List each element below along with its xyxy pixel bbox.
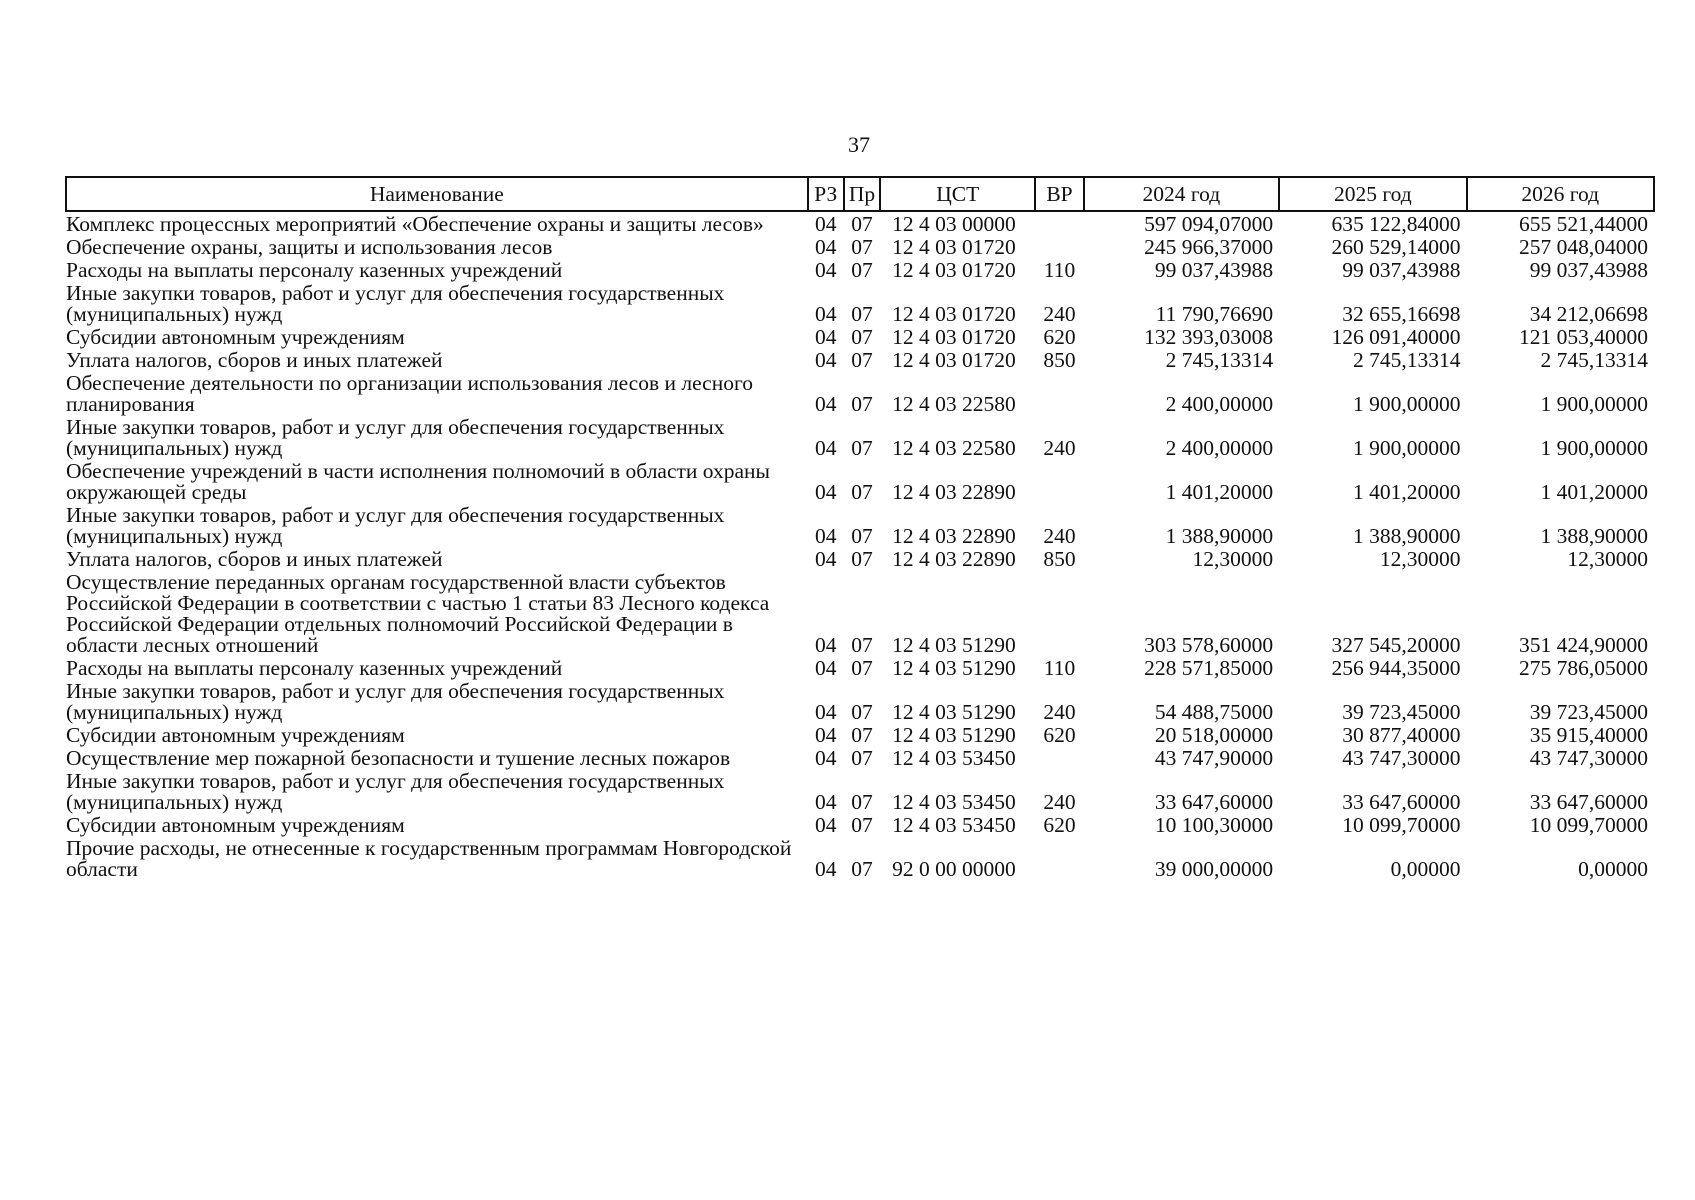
row-vr — [1035, 371, 1083, 415]
row-2026-value: 121 053,40000 — [1519, 325, 1648, 349]
row-name: Уплата налогов, сборов и иных платежей — [66, 547, 443, 571]
table-body — [66, 211, 1654, 880]
row-cst: 12 4 03 22890 — [892, 547, 1016, 571]
row-2026-value: 33 647,60000 — [1529, 790, 1648, 814]
row-2025-value: 33 647,60000 — [1342, 790, 1461, 814]
row-cst: 12 4 03 51290 — [892, 700, 1016, 724]
row-vr: 620 — [1043, 813, 1076, 837]
table-row — [66, 415, 1654, 459]
row-vr: 110 — [1043, 656, 1076, 680]
row-pr: 07 — [851, 723, 873, 747]
page-number: 37 — [848, 132, 870, 157]
header-rz: РЗ — [808, 177, 844, 211]
row-pr: 07 — [851, 325, 873, 349]
row-2025-value: 99 037,43988 — [1342, 258, 1461, 282]
row-2026-value: 257 048,04000 — [1519, 235, 1648, 259]
row-rz: 04 — [814, 258, 837, 282]
row-rz: 04 — [814, 700, 837, 724]
row-vr: 620 — [1043, 723, 1076, 747]
row-vr — [1035, 459, 1083, 503]
row-pr: 07 — [851, 302, 873, 326]
table-row — [66, 723, 1654, 746]
row-name: Обеспечение учреждений в части исполнения полномочий в области охраны окружающей среды — [66, 459, 770, 504]
row-2025-value: 0,00000 — [1390, 857, 1461, 881]
row-2026-value: 1 900,00000 — [1540, 436, 1648, 460]
row-pr: 07 — [851, 235, 873, 259]
table-row — [66, 235, 1654, 258]
table-row — [66, 547, 1654, 570]
row-vr — [1035, 235, 1083, 258]
row-pr: 07 — [851, 258, 873, 282]
row-rz: 04 — [814, 212, 837, 236]
row-rz: 04 — [814, 235, 837, 259]
row-name: Обеспечение охраны, защиты и использования лесов — [66, 235, 553, 259]
row-2024-value: 10 100,30000 — [1154, 813, 1274, 837]
row-vr: 110 — [1043, 258, 1076, 282]
header-name: Наименование — [66, 177, 808, 211]
row-name: Иные закупки товаров, работ и услуг для обеспечения государственных (муниципальных) нужд — [66, 503, 725, 548]
row-2025-value: 32 655,16698 — [1342, 302, 1461, 326]
row-2026-value: 99 037,43988 — [1529, 258, 1648, 282]
row-rz: 04 — [814, 746, 837, 770]
row-2024-value: 11 790,76690 — [1155, 302, 1274, 326]
row-pr: 07 — [851, 700, 873, 724]
row-2025-value: 12,30000 — [1379, 547, 1461, 571]
table-row — [66, 281, 1654, 325]
row-2025-value: 126 091,40000 — [1331, 325, 1461, 349]
row-2025-value: 256 944,35000 — [1331, 656, 1461, 680]
row-rz: 04 — [814, 348, 837, 372]
row-vr — [1035, 746, 1083, 769]
row-2025-value: 635 122,84000 — [1331, 212, 1461, 236]
budget-table — [65, 176, 1655, 880]
table-row — [66, 769, 1654, 813]
row-cst: 12 4 03 00000 — [892, 212, 1016, 236]
table-row — [66, 459, 1654, 503]
header-2025: 2025 год — [1279, 177, 1466, 211]
row-name: Осуществление мер пожарной безопасности и тушение лесных пожаров — [66, 746, 731, 770]
row-2025-value: 1 900,00000 — [1353, 436, 1461, 460]
row-cst: 12 4 03 01720 — [892, 302, 1016, 326]
row-2025-value: 43 747,30000 — [1342, 746, 1461, 770]
row-2026-value: 2 745,13314 — [1540, 348, 1648, 372]
row-cst: 12 4 03 22890 — [892, 524, 1016, 548]
row-name: Уплата налогов, сборов и иных платежей — [66, 348, 443, 372]
row-2026-value: 1 401,20000 — [1540, 480, 1648, 504]
row-2024-value: 245 966,37000 — [1144, 235, 1274, 259]
row-name: Иные закупки товаров, работ и услуг для обеспечения государственных (муниципальных) нужд — [66, 679, 725, 724]
row-2026-value: 10 099,70000 — [1529, 813, 1648, 837]
row-2025-value: 1 900,00000 — [1353, 392, 1461, 416]
row-pr: 07 — [851, 857, 873, 881]
row-rz: 04 — [814, 813, 837, 837]
row-2024-value: 54 488,75000 — [1154, 700, 1274, 724]
row-cst: 12 4 03 01720 — [892, 235, 1016, 259]
row-cst: 12 4 03 51290 — [892, 656, 1016, 680]
row-2024-value: 12,30000 — [1192, 547, 1274, 571]
row-pr: 07 — [851, 436, 873, 460]
row-cst: 12 4 03 51290 — [892, 633, 1016, 657]
table-row — [66, 656, 1654, 679]
header-vr: ВР — [1035, 177, 1083, 211]
row-2024-value: 132 393,03008 — [1144, 325, 1274, 349]
row-2024-value: 1 388,90000 — [1165, 524, 1274, 548]
row-2025-value: 1 388,90000 — [1353, 524, 1461, 548]
row-vr: 240 — [1043, 302, 1076, 326]
table-row — [66, 836, 1654, 880]
row-name: Субсидии автономным учреждениям — [66, 723, 405, 747]
row-pr: 07 — [851, 633, 873, 657]
row-2024-value: 303 578,60000 — [1144, 633, 1274, 657]
row-cst: 12 4 03 01720 — [892, 325, 1016, 349]
row-cst: 12 4 03 22580 — [892, 436, 1016, 460]
row-2025-value: 30 877,40000 — [1342, 723, 1461, 747]
row-pr: 07 — [851, 524, 873, 548]
row-cst: 12 4 03 53450 — [892, 790, 1016, 814]
row-2024-value: 99 037,43988 — [1154, 258, 1274, 282]
header-cst: ЦСТ — [880, 177, 1035, 211]
row-cst: 12 4 03 53450 — [892, 813, 1016, 837]
row-2026-value: 1 900,00000 — [1540, 392, 1648, 416]
row-2026-value: 34 212,06698 — [1529, 302, 1648, 326]
row-2024-value: 228 571,85000 — [1144, 656, 1274, 680]
row-2024-value: 2 400,00000 — [1165, 436, 1274, 460]
row-2026-value: 12,30000 — [1567, 547, 1648, 571]
row-name: Расходы на выплаты персоналу казенных учреждений — [66, 656, 563, 680]
table-row — [66, 813, 1654, 836]
row-vr: 240 — [1043, 700, 1076, 724]
row-rz: 04 — [814, 392, 837, 416]
row-name: Субсидии автономным учреждениям — [66, 325, 405, 349]
row-2026-value: 39 723,45000 — [1529, 700, 1648, 724]
header-pr: Пр — [844, 177, 880, 211]
header-2026: 2026 год — [1467, 177, 1654, 211]
row-vr: 850 — [1043, 547, 1076, 571]
row-vr: 240 — [1043, 436, 1076, 460]
row-2024-value: 39 000,00000 — [1154, 857, 1274, 881]
row-rz: 04 — [814, 633, 837, 657]
row-name: Осуществление переданных органам государственной власти субъектов Российской Федерации в соответствии с частью 1 статьи 83 Лесного кодекса Российской Федерации отдельных полномочий Российской Федерации в области лесных отношений — [66, 570, 770, 657]
row-rz: 04 — [814, 302, 837, 326]
row-2026-value: 351 424,90000 — [1519, 633, 1648, 657]
row-rz: 04 — [814, 723, 837, 747]
row-2024-value: 33 647,60000 — [1154, 790, 1274, 814]
row-pr: 07 — [851, 746, 873, 770]
row-2026-value: 1 388,90000 — [1540, 524, 1648, 548]
table-row — [66, 325, 1654, 348]
row-cst: 92 0 00 00000 — [892, 857, 1016, 881]
row-rz: 04 — [814, 524, 837, 548]
row-2025-value: 39 723,45000 — [1342, 700, 1461, 724]
row-rz: 04 — [814, 436, 837, 460]
table-row — [66, 211, 1654, 235]
table-row — [66, 570, 1654, 656]
row-2026-value: 655 521,44000 — [1519, 212, 1648, 236]
row-cst: 12 4 03 53450 — [892, 746, 1016, 770]
row-name: Иные закупки товаров, работ и услуг для обеспечения государственных (муниципальных) нужд — [66, 281, 725, 326]
table-row — [66, 348, 1654, 371]
row-rz: 04 — [814, 790, 837, 814]
row-pr: 07 — [851, 547, 873, 571]
row-pr: 07 — [851, 656, 873, 680]
row-name: Иные закупки товаров, работ и услуг для обеспечения государственных (муниципальных) нужд — [66, 769, 725, 814]
table-row — [66, 746, 1654, 769]
row-2025-value: 327 545,20000 — [1331, 633, 1461, 657]
row-cst: 12 4 03 01720 — [892, 258, 1016, 282]
row-cst: 12 4 03 01720 — [892, 348, 1016, 372]
row-rz: 04 — [814, 656, 837, 680]
row-2025-value: 1 401,20000 — [1353, 480, 1461, 504]
row-name: Иные закупки товаров, работ и услуг для обеспечения государственных (муниципальных) нужд — [66, 415, 725, 460]
row-pr: 07 — [851, 348, 873, 372]
row-cst: 12 4 03 22890 — [892, 480, 1016, 504]
row-2025-value: 2 745,13314 — [1353, 348, 1461, 372]
row-pr: 07 — [851, 480, 873, 504]
row-vr: 240 — [1043, 524, 1076, 548]
row-name: Расходы на выплаты персоналу казенных учреждений — [66, 258, 563, 282]
row-name: Субсидии автономным учреждениям — [66, 813, 405, 837]
row-name: Комплекс процессных мероприятий «Обеспечение охраны и защиты лесов» — [66, 212, 764, 236]
row-2025-value: 10 099,70000 — [1342, 813, 1461, 837]
table-row — [66, 258, 1654, 281]
row-vr: 850 — [1043, 348, 1076, 372]
row-vr: 240 — [1043, 790, 1076, 814]
row-name: Обеспечение деятельности по организации использования лесов и лесного планирования — [66, 371, 753, 416]
row-pr: 07 — [851, 790, 873, 814]
row-vr — [1035, 836, 1083, 880]
header-2024: 2024 год — [1084, 177, 1279, 211]
row-vr: 620 — [1043, 325, 1076, 349]
row-cst: 12 4 03 51290 — [892, 723, 1016, 747]
table-header-row — [66, 177, 1654, 211]
row-pr: 07 — [851, 212, 873, 236]
row-pr: 07 — [851, 392, 873, 416]
row-2024-value: 2 745,13314 — [1165, 348, 1274, 372]
row-2024-value: 1 401,20000 — [1165, 480, 1274, 504]
table-row — [66, 503, 1654, 547]
row-2026-value: 35 915,40000 — [1529, 723, 1648, 747]
row-2024-value: 597 094,07000 — [1144, 212, 1274, 236]
row-2024-value: 43 747,90000 — [1154, 746, 1274, 770]
row-rz: 04 — [814, 325, 837, 349]
row-2026-value: 43 747,30000 — [1529, 746, 1648, 770]
row-vr — [1035, 570, 1083, 656]
row-pr: 07 — [851, 813, 873, 837]
row-2024-value: 20 518,00000 — [1154, 723, 1274, 747]
row-rz: 04 — [814, 480, 837, 504]
row-name: Прочие расходы, не отнесенные к государственным программам Новгородской области — [66, 836, 792, 881]
row-2024-value: 2 400,00000 — [1165, 392, 1274, 416]
row-cst: 12 4 03 22580 — [892, 392, 1016, 416]
row-rz: 04 — [814, 857, 837, 881]
table-row — [66, 679, 1654, 723]
row-2026-value: 0,00000 — [1578, 857, 1648, 881]
row-2026-value: 275 786,05000 — [1519, 656, 1648, 680]
table-row — [66, 371, 1654, 415]
row-rz: 04 — [814, 547, 837, 571]
row-2025-value: 260 529,14000 — [1331, 235, 1461, 259]
row-vr — [1035, 211, 1083, 235]
